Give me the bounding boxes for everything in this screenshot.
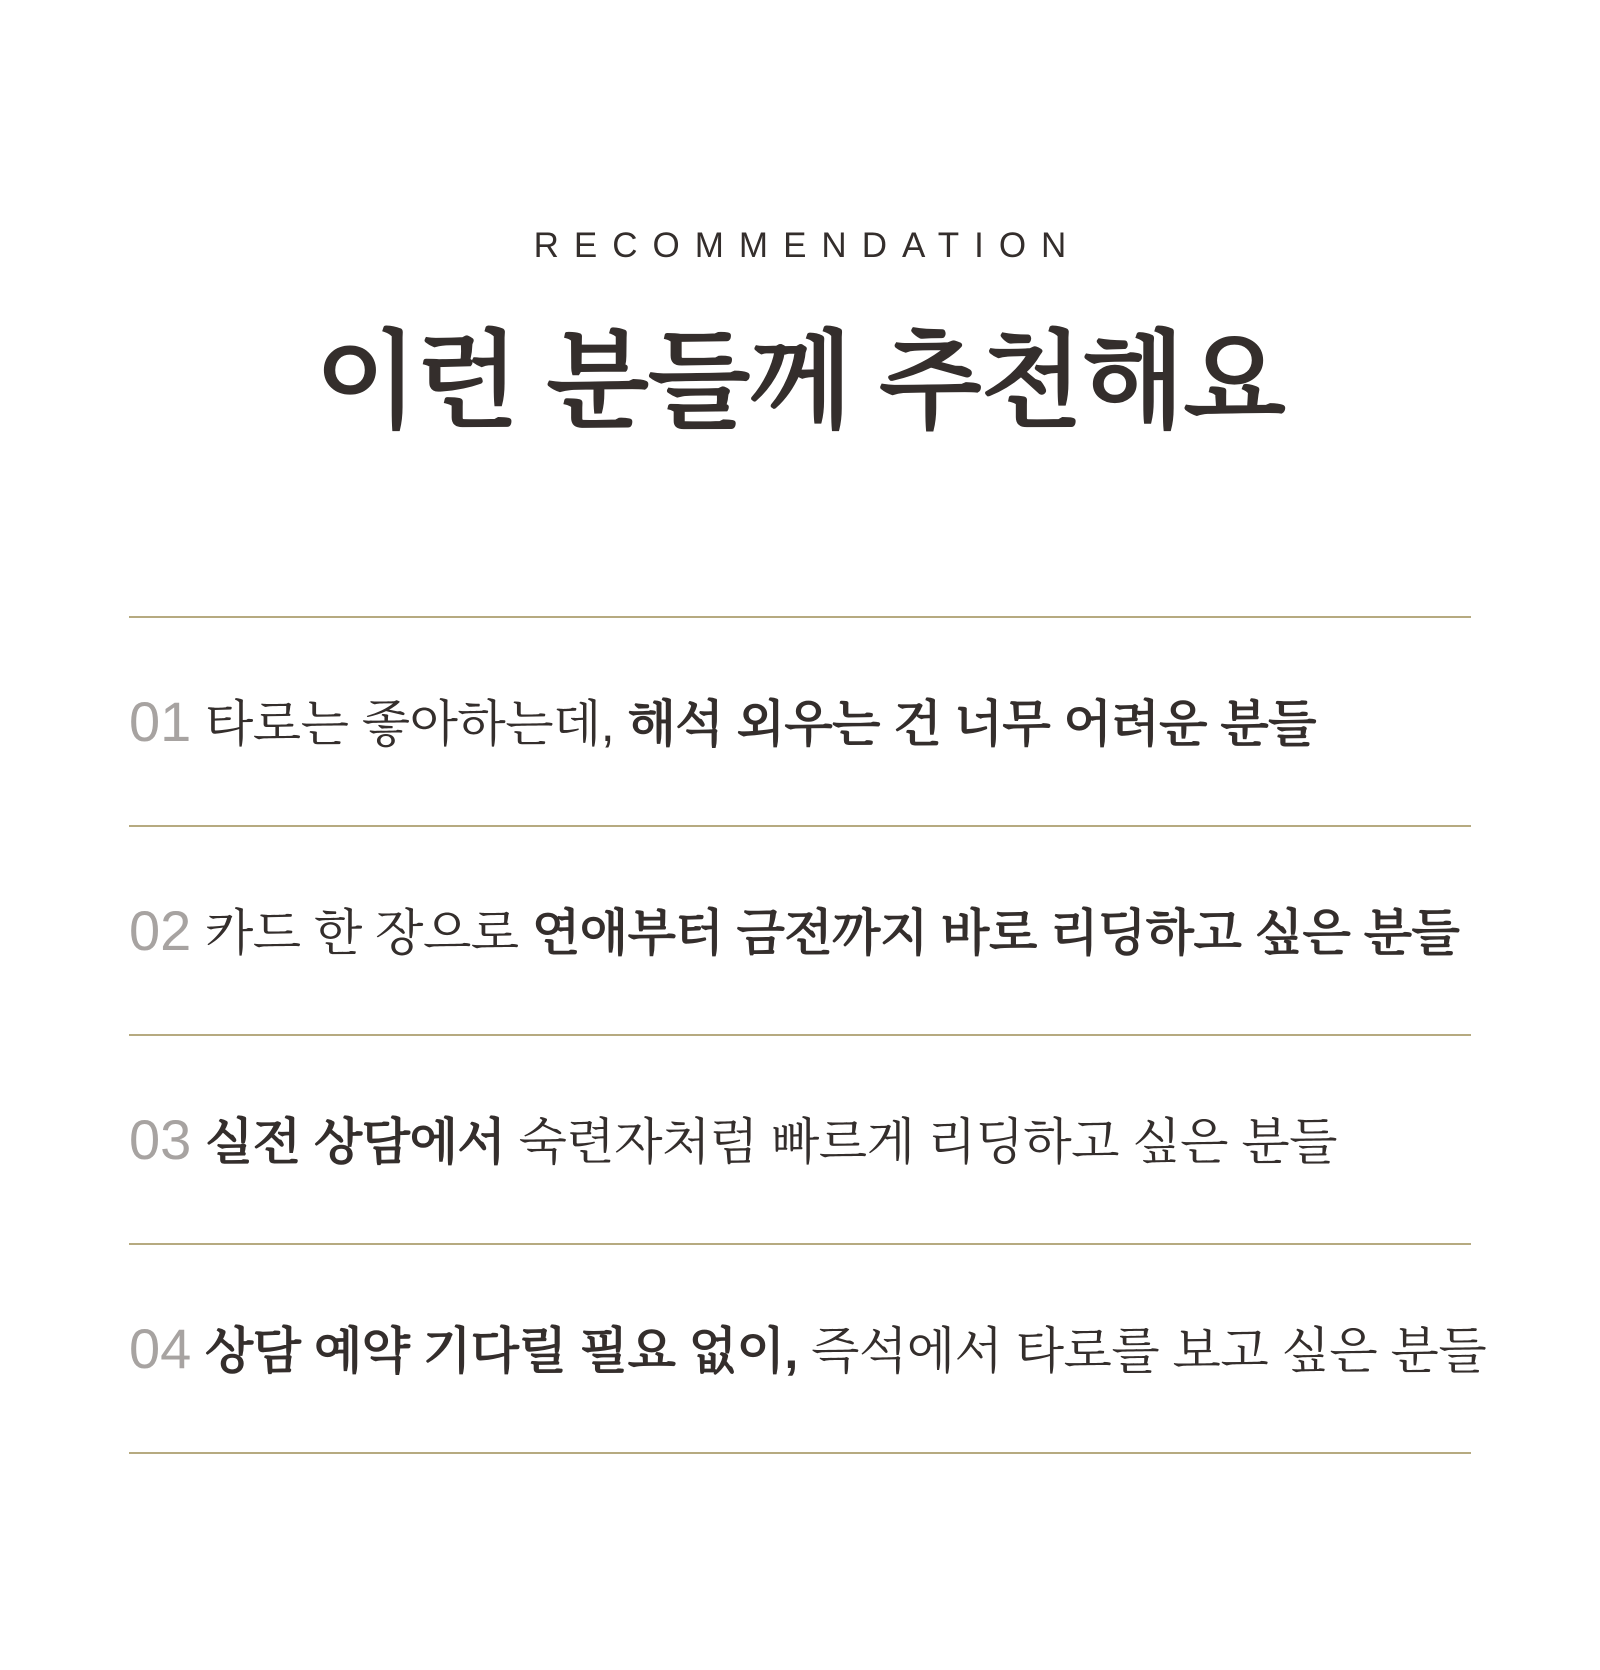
- item-number: 03: [129, 1107, 192, 1171]
- item-number: 04: [129, 1316, 192, 1380]
- item-text-segment: 연애부터 금전까지 바로 리딩하고 싶은 분들: [531, 904, 1460, 961]
- list-item-line: [129, 898, 1460, 962]
- item-number: 02: [129, 898, 192, 962]
- item-text-segment: 타로는 좋아하는데,: [205, 695, 628, 752]
- section-title: 이런 분들께 추천해요: [315, 323, 1285, 441]
- list-item-line: [129, 1316, 1487, 1380]
- item-text: [205, 696, 1316, 752]
- section-eyebrow: RECOMMENDATION: [533, 226, 1082, 265]
- item-text-segment: 즉석에서 타로를 보고 싶은 분들: [811, 1322, 1487, 1379]
- list-item: [129, 616, 1471, 825]
- item-text-segment: 해석 외우는 건 너무 어려운 분들: [627, 695, 1316, 752]
- item-text-segment: 실전 상담에서: [205, 1113, 519, 1170]
- recommendation-list: [129, 616, 1487, 1454]
- item-text-segment: 상담 예약 기다릴 필요 없이,: [205, 1322, 812, 1379]
- list-item: [129, 825, 1471, 1034]
- list-item-line: [129, 689, 1316, 753]
- item-text: [205, 1114, 1337, 1170]
- list-item: [129, 1034, 1471, 1243]
- item-text-segment: 카드 한 장으로: [205, 904, 532, 961]
- list-item-line: [129, 1107, 1337, 1171]
- item-text: [205, 1323, 1486, 1379]
- item-text: [205, 905, 1459, 961]
- item-text-segment: 숙련자처럼 빠르게 리딩하고 싶은 분들: [518, 1113, 1337, 1170]
- list-item: [129, 1243, 1487, 1452]
- item-number: 01: [129, 689, 192, 753]
